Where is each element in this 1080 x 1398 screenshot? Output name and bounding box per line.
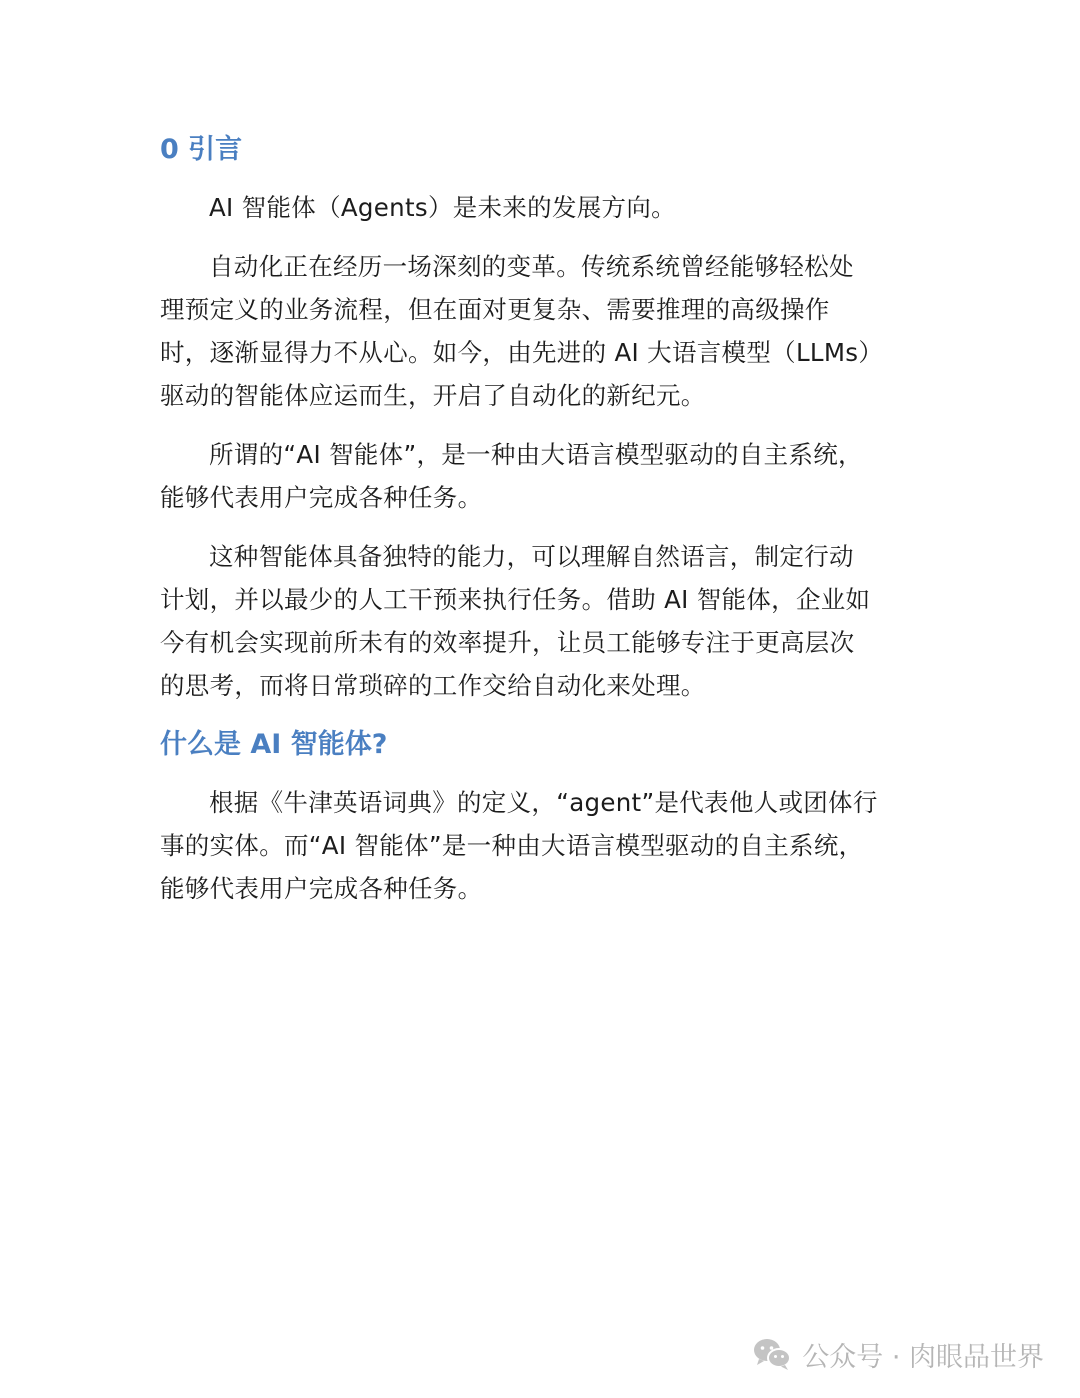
paragraph-line: 事的实体。而“AI 智能体”是一种由大语言模型驱动的自主系统， [160, 831, 864, 860]
paragraph-line: AI 智能体（Agents）是未来的发展方向。 [209, 193, 676, 222]
paragraph-line: 能够代表用户完成各种任务。 [160, 483, 483, 512]
paragraph-line: 能够代表用户完成各种任务。 [160, 874, 483, 903]
paragraph-line: 时，逐渐显得力不从心。如今，由先进的 AI 大语言模型（LLMs） [160, 338, 884, 367]
paragraph-line: 根据《牛津英语词典》的定义，“agent”是代表他人或团体行 [209, 788, 878, 817]
paragraph-line: 计划，并以最少的人工干预来执行任务。借助 AI 智能体，企业如 [160, 585, 871, 614]
paragraph-line: 的思考，而将日常琐碎的工作交给自动化来处理。 [160, 671, 706, 700]
paragraph-line: 所谓的“AI 智能体”，是一种由大语言模型驱动的自主系统， [209, 440, 863, 469]
paragraph-line: 今有机会实现前所未有的效率提升，让员工能够专注于更高层次 [160, 628, 855, 657]
paragraph [160, 245, 920, 417]
intro-paragraphs [160, 186, 920, 707]
article-body [160, 128, 920, 926]
paragraph-line: 这种智能体具备独特的能力，可以理解自然语言，制定行动 [209, 542, 854, 571]
section-heading-what-is-ai-agent: 什么是 AI 智能体? [160, 729, 388, 760]
watermark-text: 公众号 · 肉眼品世界 [802, 1341, 1044, 1373]
paragraph [160, 433, 920, 519]
paragraph-line: 驱动的智能体应运而生，开启了自动化的新纪元。 [160, 381, 706, 410]
paragraph [160, 186, 920, 229]
what-is-paragraphs [160, 781, 920, 910]
wechat-icon [752, 1337, 792, 1371]
section-heading-intro: 0 引言 [160, 134, 243, 165]
paragraph [160, 535, 920, 707]
paragraph-line: 自动化正在经历一场深刻的变革。传统系统曾经能够轻松处 [209, 252, 854, 281]
account-watermark [752, 1332, 1044, 1376]
paragraph-line: 理预定义的业务流程，但在面对更复杂、需要推理的高级操作 [160, 295, 830, 324]
paragraph [160, 781, 920, 910]
